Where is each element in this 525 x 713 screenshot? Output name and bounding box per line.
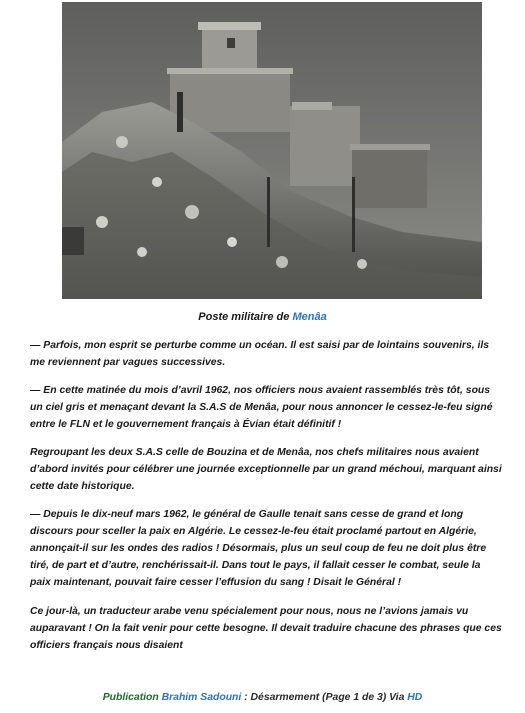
footer-page: (Page 1 de 3) [319,692,390,703]
footer-author: Brahim Sadouni [161,692,242,703]
military-post-photo [62,2,482,299]
caption-place: Menâa [292,311,327,323]
photo-caption [0,311,525,323]
footer-separator: : [241,692,251,703]
footer-source: HD [407,692,423,703]
paragraph-1: — Parfois, mon esprit se perturbe comme un océan. Il est saisi par de lointains souvenirs, ils me reviennent par vagues successives. [30,340,490,368]
photo-illustration [62,2,482,299]
paragraph-4: — Depuis le dix-neuf mars 1962, le général de Gaulle tenait sans cesse de grand et long discours pour sceller la paix en Algérie. Le cessez-le-feu était proclamé partout en Algérie, annonçait-il sur les ondes des radios ! Désormais, plus un seul coup de feu ne doit plus être tiré, de part et d’autre, renchérissait-il. Dans tout le pays, il fallait cesser le combat, seule la paix maintenant, pouvait faire cesser l’effusion du sang ! Disait le Général ! [30,509,487,588]
publication-footer [0,692,525,703]
footer-title: Désarmement [250,692,320,703]
paragraph-3: Regroupant les deux S.A.S celle de Bouzina et de Menâa, nos chefs militaires nous avaient d’abord invités pour célébrer une journée exceptionnelle par un grand méchoui, marquant ainsi cette date historique. [30,447,502,492]
paragraph-2: — En cette matinée du mois d’avril 1962, nos officiers nous avaient rassemblés très tôt, sous un ciel gris et menaçant devant la S.A.S de Menâa, pour nous annoncer le cessez-le-feu signé entre le FLN et le gouvernement français à Évian était définitif ! [30,385,493,430]
caption-prefix: Poste militaire de [198,311,293,323]
footer-publication: Publication [102,692,162,703]
paragraph-5: Ce jour-là, un traducteur arabe venu spécialement pour nous, nous ne l’avions jamais vu auparavant ! On la fait venir pour cette besogne. Il devait traduire chacune des phrases que ces officiers français nous disaient [30,606,502,651]
footer-via: Via [389,692,408,703]
